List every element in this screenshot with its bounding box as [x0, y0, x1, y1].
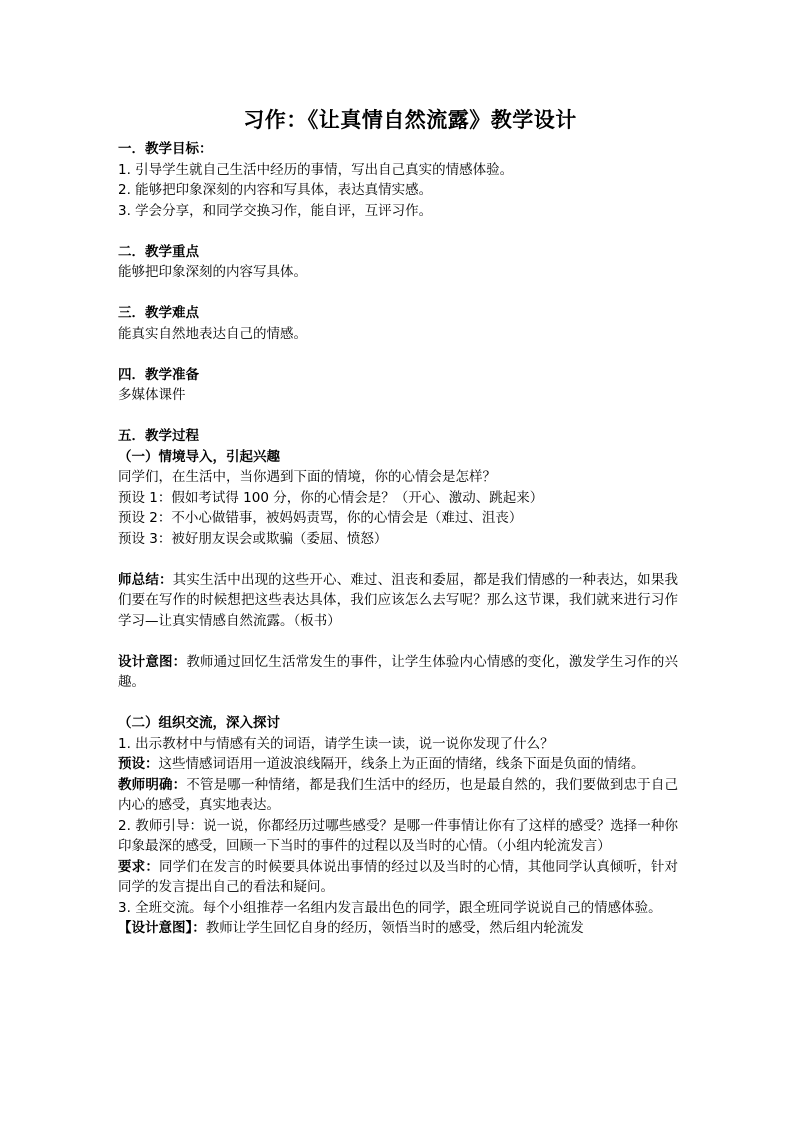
document-title: 习作：《让真情自然流露》教学设计	[243, 107, 577, 132]
part2-design-intent	[118, 918, 678, 939]
part2-item: 2. 教师引导：说一说，你都经历过哪些感受？是哪一件事情让你有了这样的感受？选择一种你印象最深的感受，回顾一下当时的事件的过程以及当时的心情。（小组内轮流发言）	[118, 817, 678, 854]
part1-line: 预设 1：假如考试得 100 分，你的心情会是？（开心、激动、跳起来）	[118, 489, 544, 506]
document-body	[118, 139, 678, 939]
teacher-clarify	[118, 775, 678, 816]
difficulties-text: 能真实自然地表达自己的情感。	[118, 325, 307, 342]
design-intent	[118, 652, 678, 693]
preset-text: 这些情感词语用一道波浪线隔开，线条上为正面的情绪，线条下面是负面的情绪。	[158, 756, 645, 772]
section-heading-process: 五．教学过程	[118, 428, 199, 444]
part2-design-intent-label: 【设计意图】：	[118, 920, 206, 936]
preset-label: 预设：	[118, 756, 159, 772]
part2-heading: （二）组织交流，深入探讨	[118, 715, 280, 731]
part1-heading: （一）情境导入，引起兴趣	[118, 448, 280, 465]
preset	[118, 754, 678, 775]
objective-item: 2. 能够把印象深刻的内容和写具体，表达真情实感。	[118, 182, 433, 198]
requirement	[118, 857, 678, 898]
section-heading-preparation: 四．教学准备	[118, 366, 199, 383]
part1-line: 预设 3：被好朋友误会或欺骗（委屈、愤怒）	[118, 530, 388, 547]
teacher-clarify-label: 教师明确：	[118, 776, 187, 793]
teacher-summary-label: 师总结：	[118, 571, 173, 588]
section-heading-objectives: 一．教学目标：	[118, 141, 213, 157]
teacher-summary	[118, 570, 678, 632]
part1-line: 预设 2：不小心做错事，被妈妈责骂，你的心情会是（难过、沮丧）	[118, 510, 523, 526]
requirement-text: 同学们在发言的时候要具体说出事情的经过以及当时的心情，其他同学认真倾听，针对同学的发言提出自己的看法和疑问。	[118, 858, 679, 895]
part2-item: 3. 全班交流。每个小组推荐一名组内发言最出色的同学，跟全班同学说说自己的情感体验。	[118, 899, 662, 916]
teacher-clarify-text: 不管是哪一种情绪，都是我们生活中的经历，也是最自然的，我们要做到忠于自己内心的感受，真实地表达。	[118, 776, 678, 813]
section-heading-difficulties: 三．教学难点	[118, 305, 199, 321]
teacher-summary-text: 其实生活中出现的这些开心、难过、沮丧和委屈，都是我们情感的一种表达，如果我们要在写作的时候想把这些表达具体，我们应该怎么去写呢？那么这节课，我们就来进行习作学习—让真实情感自然流露。（板书）	[118, 571, 679, 629]
requirement-label: 要求：	[118, 858, 159, 875]
preparation-text: 多媒体课件	[118, 387, 186, 403]
part1-line: 同学们，在生活中，当你遇到下面的情境，你的心情会是怎样？	[118, 469, 496, 485]
key-points-text: 能够把印象深刻的内容写具体。	[118, 264, 307, 280]
part2-item: 1. 出示教材中与情感有关的词语，请学生读一读，说一说你发现了什么？	[118, 735, 554, 752]
objective-item: 3. 学会分享，和同学交换习作，能自评，互评习作。	[118, 202, 433, 219]
part2-design-intent-text: 教师让学生回忆自身的经历，领悟当时的感受，然后组内轮流发	[205, 920, 584, 936]
design-intent-label: 设计意图：	[118, 653, 187, 670]
section-heading-key-points: 二．教学重点	[118, 243, 199, 260]
design-intent-text: 教师通过回忆生活常发生的事件，让学生体验内心情感的变化，激发学生习作的兴趣。	[118, 653, 678, 690]
objective-item: 1. 引导学生就自己生活中经历的事情，写出自己真实的情感体验。	[118, 161, 514, 178]
